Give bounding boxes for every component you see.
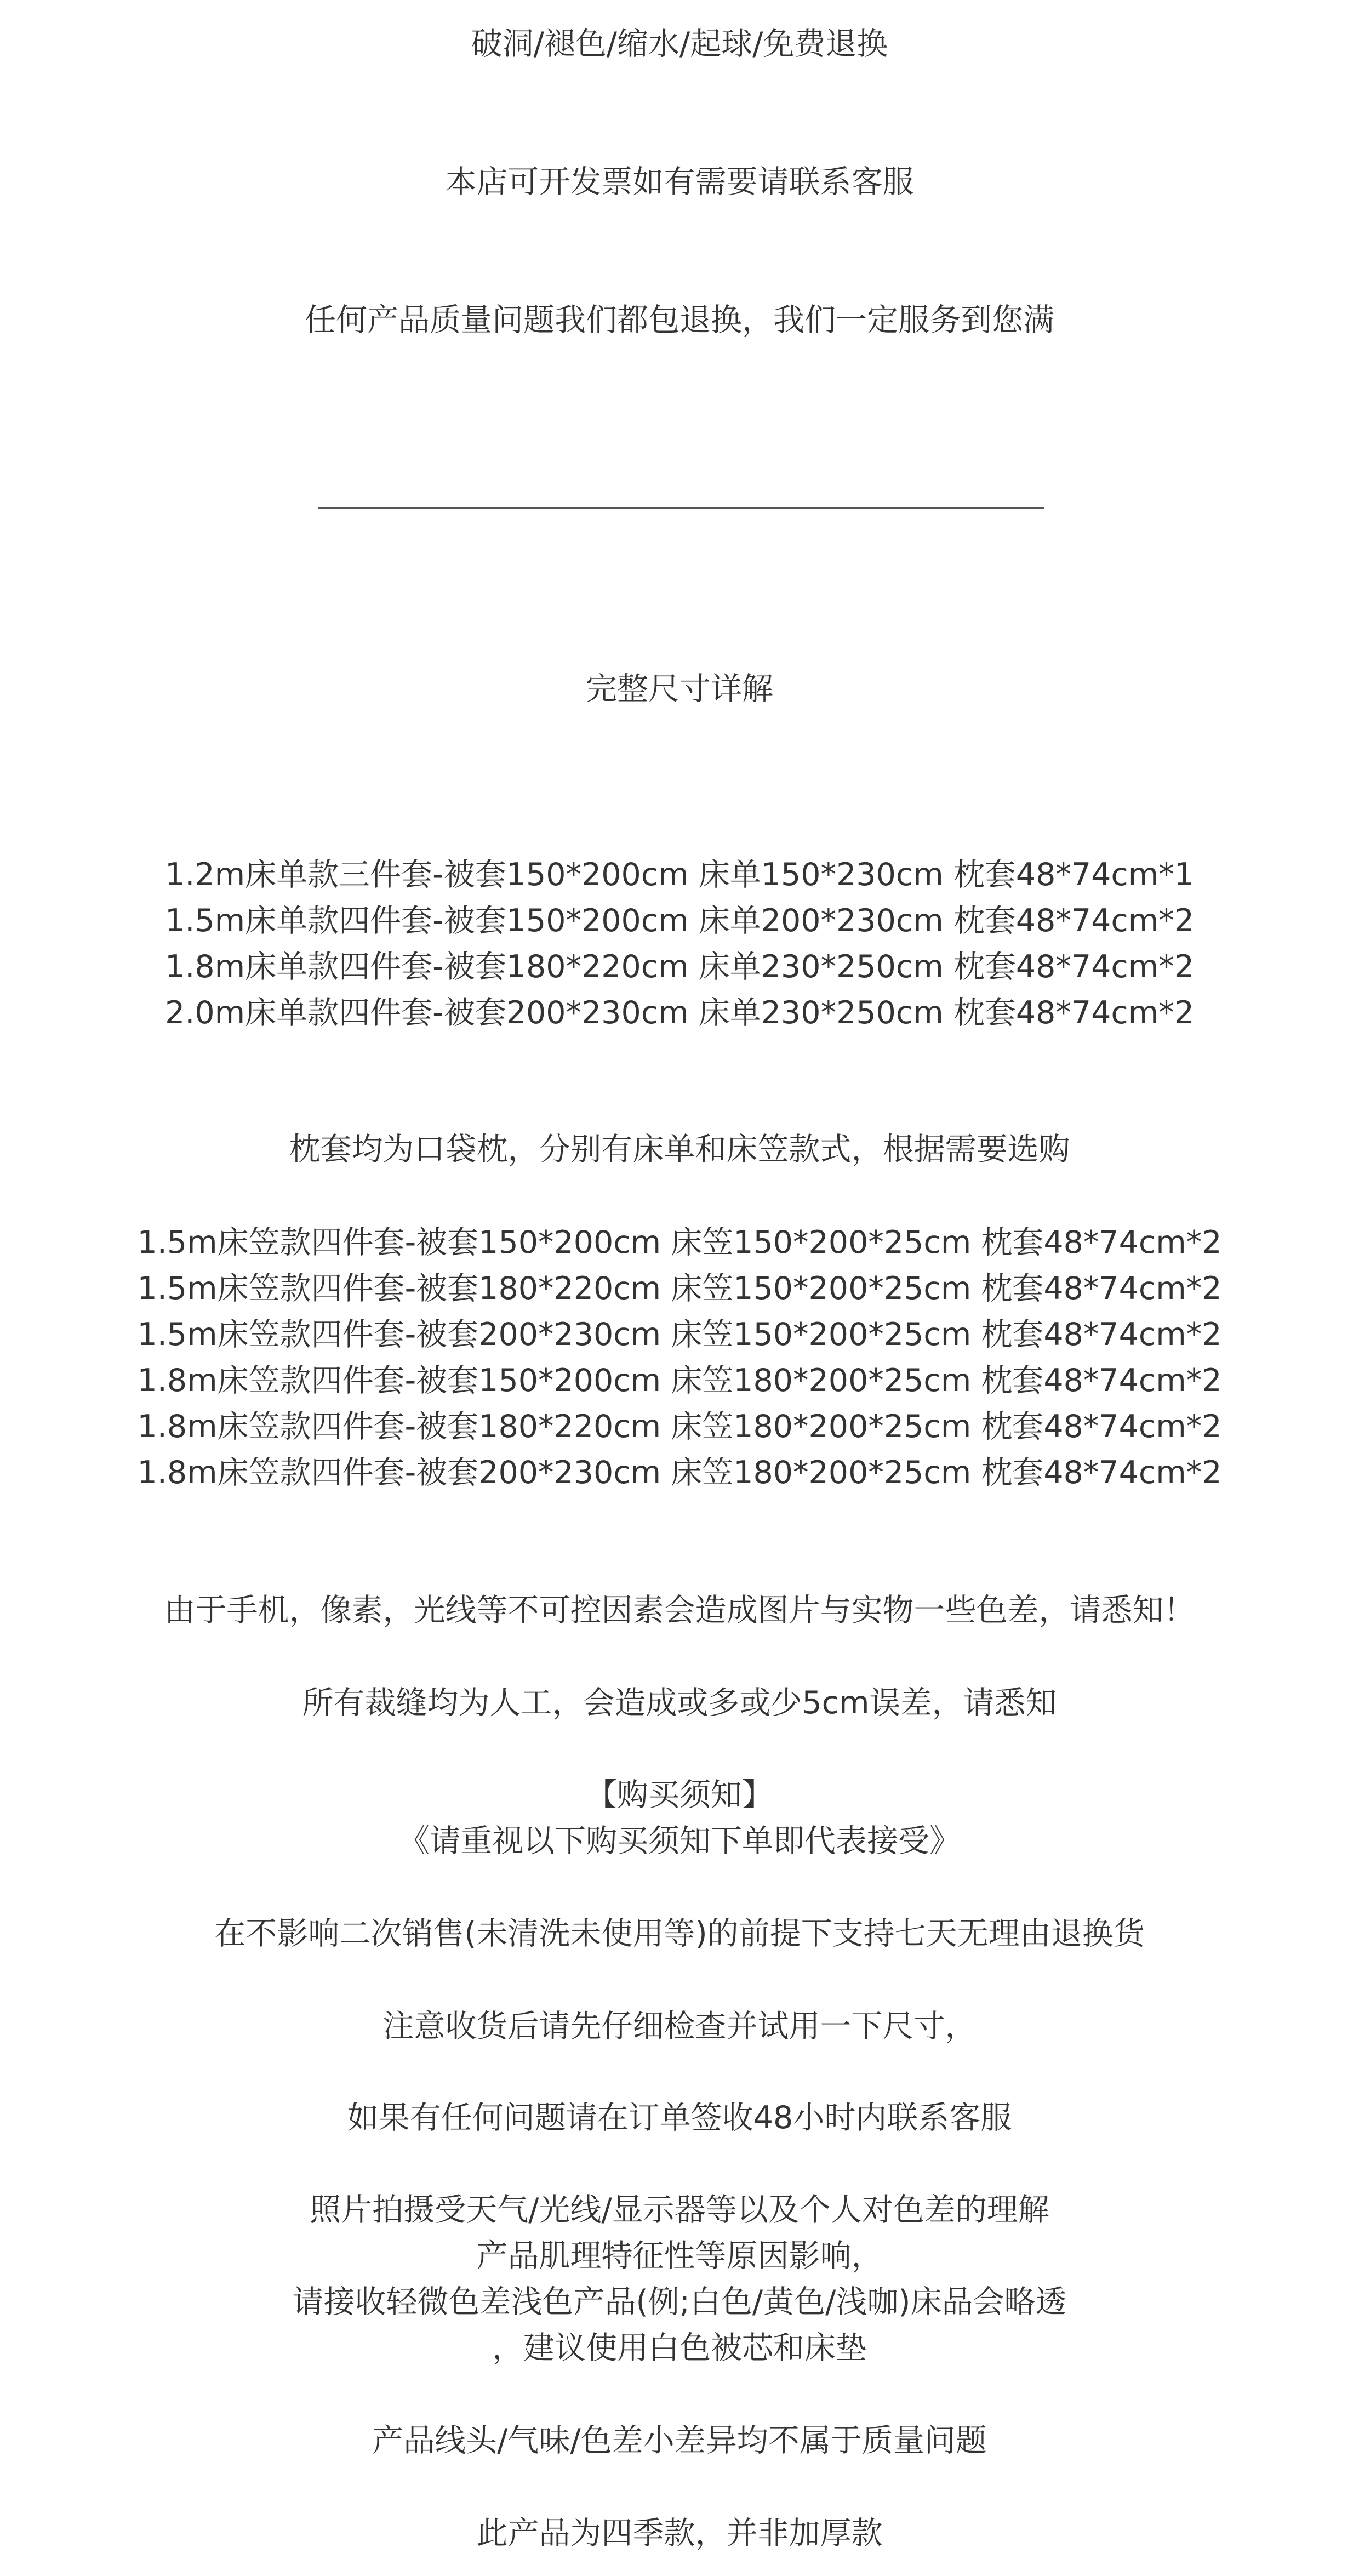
purchase-notice-subtitle: 《请重视以下购买须知下单即代表接受》 bbox=[398, 1823, 961, 1859]
season-note: 此产品为四季款，并非加厚款 bbox=[476, 2515, 883, 2551]
size-section-title: 完整尺寸详解 bbox=[586, 671, 773, 707]
fitted-set-row: 1.8m床笠款四件套-被套180*220cm 床笠180*200*25cm 枕套48*74cm*2 bbox=[137, 1409, 1222, 1445]
photo-note-line: ，建议使用白色被芯和床垫 bbox=[492, 2330, 867, 2366]
fitted-set-row: 1.5m床笠款四件套-被套200*230cm 床笠150*200*25cm 枕套48*74cm*2 bbox=[137, 1317, 1222, 1353]
intro-line-2: 本店可开发票如有需要请联系客服 bbox=[445, 164, 914, 200]
section-divider bbox=[318, 507, 1044, 509]
pillow-note: 枕套均为口袋枕，分别有床单和床笠款式，根据需要选购 bbox=[289, 1131, 1070, 1167]
sheet-set-row: 2.0m床单款四件套-被套200*230cm 床单230*250cm 枕套48*74cm*2 bbox=[164, 995, 1195, 1031]
contact-service-note: 如果有任何问题请在订单签收48小时内联系客服 bbox=[347, 2100, 1012, 2136]
sheet-set-row: 1.8m床单款四件套-被套180*220cm 床单230*250cm 枕套48*74cm*2 bbox=[164, 949, 1195, 985]
color-difference-note: 由于手机，像素，光线等不可控因素会造成图片与实物一些色差，请悉知！ bbox=[164, 1592, 1195, 1628]
check-size-note: 注意收货后请先仔细检查并试用一下尺寸， bbox=[382, 2008, 977, 2044]
return-policy-note: 在不影响二次销售(未清洗未使用等)的前提下支持七天无理由退换货 bbox=[214, 1916, 1145, 1952]
sheet-set-row: 1.5m床单款四件套-被套150*200cm 床单200*230cm 枕套48*74cm*2 bbox=[164, 903, 1195, 939]
sheet-set-row: 1.2m床单款三件套-被套150*200cm 床单150*230cm 枕套48*74cm*1 bbox=[164, 857, 1195, 893]
fitted-set-row: 1.8m床笠款四件套-被套150*200cm 床笠180*200*25cm 枕套48*74cm*2 bbox=[137, 1363, 1222, 1399]
photo-note-line: 请接收轻微色差浅色产品(例;白色/黄色/浅咖)床品会略透 bbox=[292, 2284, 1067, 2320]
photo-note-line: 产品肌理特征性等原因影响， bbox=[476, 2238, 883, 2274]
cut-error-note: 所有裁缝均为人工，会造成或多或少5cm误差，请悉知 bbox=[302, 1685, 1057, 1721]
fitted-set-row: 1.8m床笠款四件套-被套200*230cm 床笠180*200*25cm 枕套48*74cm*2 bbox=[137, 1455, 1222, 1491]
photo-note-line: 照片拍摄受天气/光线/显示器等以及个人对色差的理解 bbox=[310, 2192, 1049, 2228]
intro-line-1: 破洞/褪色/缩水/起球/免费退换 bbox=[471, 26, 888, 62]
purchase-notice-title: 【购买须知】 bbox=[586, 1777, 773, 1813]
fitted-set-row: 1.5m床笠款四件套-被套150*200cm 床笠150*200*25cm 枕套48*74cm*2 bbox=[137, 1224, 1222, 1261]
quality-note: 产品线头/气味/色差小差异均不属于质量问题 bbox=[372, 2423, 987, 2459]
intro-line-3: 任何产品质量问题我们都包退换，我们一定服务到您满 bbox=[305, 302, 1054, 338]
fitted-set-row: 1.5m床笠款四件套-被套180*220cm 床笠150*200*25cm 枕套48*74cm*2 bbox=[137, 1270, 1222, 1307]
